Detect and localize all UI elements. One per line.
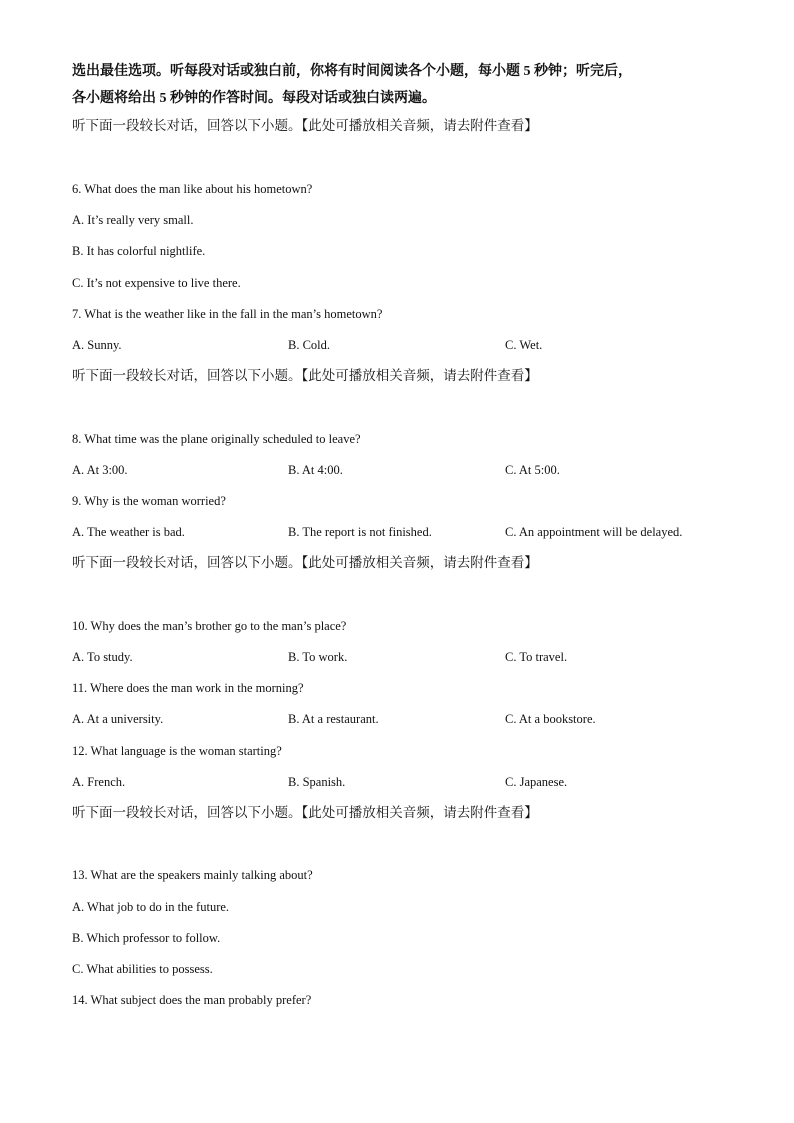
option-b: B. At 4:00. xyxy=(288,463,343,477)
question-stem: 8. What time was the plane originally scheduled to leave? xyxy=(72,432,361,446)
option-c: C. At 5:00. xyxy=(505,463,560,477)
instructions-line-2: 各小题将给出 5 秒钟的作答时间。每段对话或独白读两遍。 xyxy=(72,91,436,106)
option-c: C. At a bookstore. xyxy=(505,712,596,726)
question-stem: 10. Why does the man’s brother go to the man’s place? xyxy=(72,619,347,633)
option-a: A. The weather is bad. xyxy=(72,525,185,539)
audio-note: 听下面一段较长对话，回答以下小题。【此处可播放相关音频，请去附件查看】 xyxy=(72,555,538,570)
instructions-line-1: 选出最佳选项。听每段对话或独白前，你将有时间阅读各个小题，每小题 5 秒钟；听完后， xyxy=(72,64,632,79)
option-c: C. It’s not expensive to live there. xyxy=(72,276,241,290)
audio-note: 听下面一段较长对话，回答以下小题。【此处可播放相关音频，请去附件查看】 xyxy=(72,805,538,820)
question-stem: 6. What does the man like about his hometown? xyxy=(72,182,313,196)
option-b: B. At a restaurant. xyxy=(288,712,379,726)
option-a: A. French. xyxy=(72,775,126,789)
option-c: C. To travel. xyxy=(505,650,568,664)
option-c: C. Japanese. xyxy=(505,775,568,789)
question-stem: 7. What is the weather like in the fall in the man’s hometown? xyxy=(72,307,383,321)
option-b: B. To work. xyxy=(288,650,348,664)
option-b: B. It has colorful nightlife. xyxy=(72,244,206,258)
option-b: B. Which professor to follow. xyxy=(72,931,221,945)
question-stem: 14. What subject does the man probably prefer? xyxy=(72,993,312,1007)
option-b: B. Spanish. xyxy=(288,775,346,789)
option-b: B. Cold. xyxy=(288,338,331,352)
option-b: B. The report is not finished. xyxy=(288,525,432,539)
audio-note: 听下面一段较长对话，回答以下小题。【此处可播放相关音频，请去附件查看】 xyxy=(72,368,538,383)
question-stem: 13. What are the speakers mainly talking about? xyxy=(72,868,313,882)
option-a: A. It’s really very small. xyxy=(72,213,194,227)
option-a: A. At a university. xyxy=(72,712,164,726)
option-a: A. At 3:00. xyxy=(72,463,128,477)
option-c: C. What abilities to possess. xyxy=(72,962,213,976)
option-c: C. An appointment will be delayed. xyxy=(505,525,683,539)
option-c: C. Wet. xyxy=(505,338,543,352)
question-stem: 11. Where does the man work in the morning? xyxy=(72,681,304,695)
option-a: A. Sunny. xyxy=(72,338,122,352)
option-a: A. To study. xyxy=(72,650,133,664)
audio-note: 听下面一段较长对话，回答以下小题。【此处可播放相关音频，请去附件查看】 xyxy=(72,118,538,133)
option-a: A. What job to do in the future. xyxy=(72,900,230,914)
question-stem: 9. Why is the woman worried? xyxy=(72,494,226,508)
question-stem: 12. What language is the woman starting? xyxy=(72,744,282,758)
